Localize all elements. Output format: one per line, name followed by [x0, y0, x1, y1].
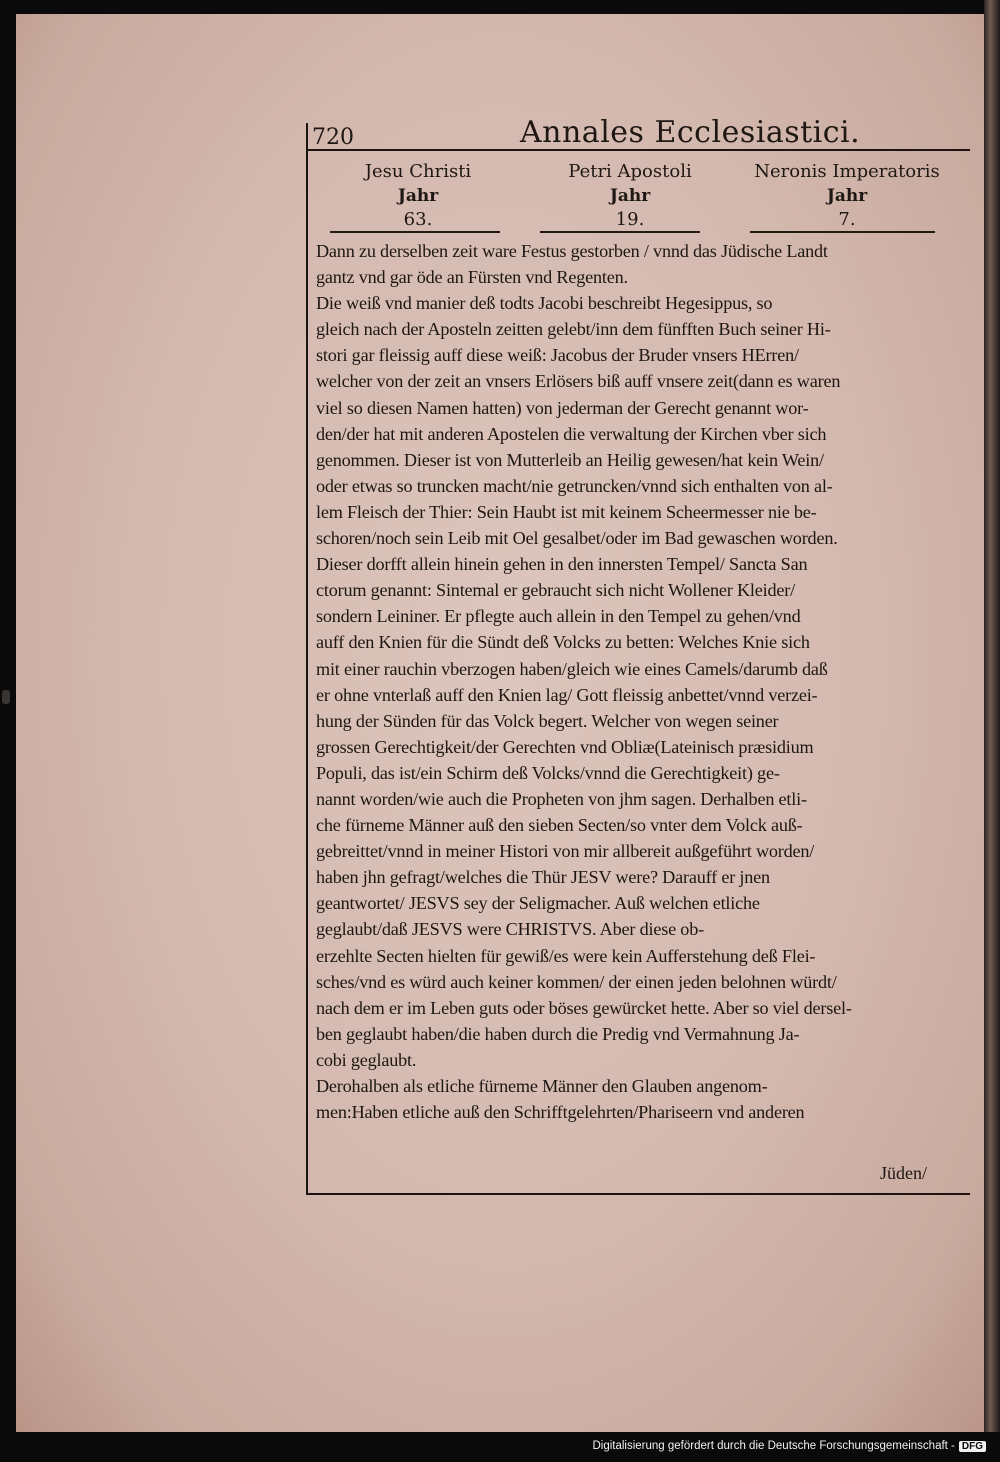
- year-column-rule: [330, 231, 500, 233]
- text-line: ben geglaubt haben/die haben durch die Predig vnd Vermahnung Ja-: [316, 1023, 800, 1044]
- year-column-number: 19.: [615, 209, 645, 230]
- text-line: gleich nach der Aposteln zeitten gelebt/inn dem fünfften Buch seiner Hi-: [316, 319, 831, 340]
- text-line: schoren/noch sein Leib mit Oel gesalbet/oder im Bad gewaschen worden.: [316, 528, 838, 549]
- text-line: genommen. Dieser ist von Mutterleib an Heilig gewesen/hat kein Wein/: [316, 449, 824, 470]
- body-text: [316, 238, 964, 1125]
- text-line: men:Haben etliche auß den Schrifftgelehrten/Phariseern vnd anderen: [316, 1102, 805, 1123]
- text-line: auff den Knien für die Sündt deß Volcks zu betten: Welches Knie sich: [316, 632, 810, 653]
- text-line: cobi geglaubt.: [316, 1049, 417, 1070]
- year-column-peter: [530, 160, 730, 232]
- year-column-number: 63.: [403, 209, 433, 230]
- text-line: viel so diesen Namen hatten) von jederman der Gerecht genannt wor-: [316, 397, 809, 418]
- text-line: gebreittet/vnnd in meiner Histori von mir allbereit außgeführt worden/: [316, 841, 815, 862]
- year-column-number: 7.: [838, 209, 856, 230]
- year-column-label: Jahr: [397, 186, 439, 206]
- text-line: stori gar fleissig auff diese weiß: Jacobus der Bruder vnsers HErren/: [316, 345, 799, 366]
- text-line: Derohalben als etliche fürneme Männer den Glauben angenom-: [316, 1076, 768, 1096]
- text-line: grossen Gerechtigkeit/der Gerechten vnd Obliæ(Lateinisch præsidium: [316, 736, 814, 757]
- text-line: Die weiß vnd manier deß todts Jacobi beschreibt Hegesippus, so: [316, 293, 773, 314]
- text-line: nannt worden/wie auch die Propheten von jhm sagen. Derhalben etli-: [316, 788, 807, 809]
- text-line: haben jhn gefragt/welches die Thür JESV were? Darauff er jnen: [316, 867, 770, 888]
- text-frame-bottom-rule: [306, 1193, 970, 1195]
- scan-edge: [984, 0, 1000, 1432]
- text-line: Dann zu derselben zeit ware Festus gestorben / vnnd das Jüdische Landt: [316, 241, 828, 261]
- text-line: erzehlte Secten hielten für gewiß/es were kein Aufferstehung deß Flei-: [316, 945, 816, 966]
- text-line: hung der Sünden für das Volck begert. Welcher von wegen seiner: [316, 710, 779, 731]
- footer-text: Digitalisierung gefördert durch die Deutsche Forschungsgemeinschaft -: [592, 1440, 955, 1452]
- text-line: den/der hat mit anderen Apostelen die verwaltung der Kirchen vber sich: [316, 423, 827, 444]
- text-line: lem Fleisch der Thier: Sein Haubt ist mit keinem Scheermesser nie be-: [316, 501, 817, 522]
- text-line: che fürneme Männer auß den sieben Secten/so vnter dem Volck auß-: [316, 815, 803, 836]
- text-line: gantz vnd gar öde an Fürsten vnd Regenten.: [316, 267, 628, 288]
- text-line: welcher von der zeit an vnsers Erlösers biß auff vnsere zeit(dann es waren: [316, 371, 841, 392]
- catchword: Jüden/: [880, 1163, 927, 1183]
- text-line: sches/vnd es würd auch keiner kommen/ der einen jeden belohnen würdt/: [316, 971, 837, 992]
- footer-credit: [592, 1440, 986, 1452]
- text-line: er ohne vnterlaß auff den Knien lag/ Gott fleissig anbettet/vnnd verzei-: [316, 684, 818, 705]
- year-column-name: Neronis Imperatoris: [754, 161, 940, 182]
- scan-artifact: [2, 690, 10, 704]
- text-line: mit einer rauchin vberzogen haben/gleich wie eines Camels/darumb daß: [316, 658, 828, 679]
- text-line: geglaubt/daß JESVS were CHRISTVS. Aber diese ob-: [316, 919, 704, 940]
- text-line: nach dem er im Leben guts oder böses gewürcket hette. Aber so viel dersel-: [316, 997, 852, 1018]
- text-line: Dieser dorfft allein hinein gehen in den innersten Tempel/ Sancta San: [316, 554, 808, 575]
- dfg-logo: DFG: [959, 1441, 986, 1452]
- text-line: Populi, das ist/ein Schirm deß Volcks/vnnd die Gerechtigkeit) ge-: [316, 762, 780, 783]
- text-line: ctorum genannt: Sintemal er gebraucht sich nicht Wollener Kleider/: [316, 580, 795, 601]
- text-line: geantwortet/ JESVS sey der Seligmacher. Auß welchen etliche: [316, 893, 760, 914]
- year-column-name: Petri Apostoli: [568, 161, 692, 182]
- text-frame-left-rule: [306, 123, 308, 1195]
- year-column-nero: [736, 160, 958, 232]
- running-title: Annales Ecclesiastici.: [520, 115, 861, 150]
- text-line: sondern Leininer. Er pflegte auch allein in den Tempel zu gehen/vnd: [316, 606, 801, 627]
- text-line: oder etwas so truncken macht/nie getruncken/vnnd sich enthalten von al-: [316, 475, 833, 496]
- year-column-label: Jahr: [609, 186, 651, 206]
- year-column-label: Jahr: [826, 186, 868, 206]
- year-column-christ: [318, 160, 518, 232]
- year-column-name: Jesu Christi: [364, 161, 472, 182]
- year-column-rule: [750, 231, 935, 233]
- page-number: 720: [312, 125, 354, 150]
- year-column-rule: [540, 231, 700, 233]
